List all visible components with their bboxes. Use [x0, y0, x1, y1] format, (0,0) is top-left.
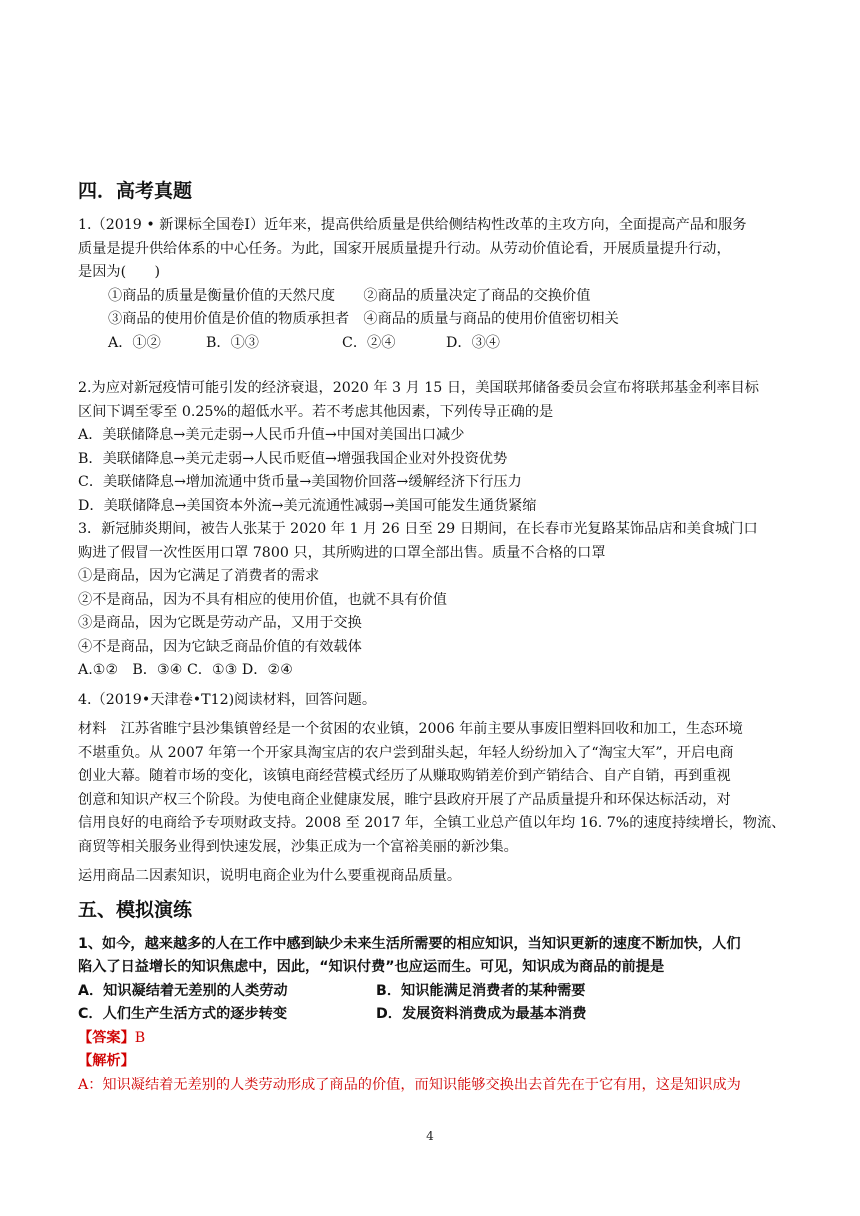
question-text-line: 陷入了日益增长的知识焦虑中，因此，“知识付费”也应运而生。可见，知识成为商品的前提是 — [78, 959, 665, 975]
option-b: B．①③ — [206, 334, 259, 351]
option-a: A．①② — [108, 334, 161, 351]
practice-question-1 — [78, 933, 786, 1098]
material-line: 信用良好的电商给予专项财政支持。2008 至 2017 年，全镇工业总产值以年均 16. 7%的速度持续增长，物流、 — [78, 815, 786, 831]
answer-line — [78, 1027, 786, 1051]
statement-line: ①是商品，因为它满足了消费者的需求 — [78, 568, 320, 584]
option-b: B．美联储降息→美元走弱→人民币贬值→增强我国企业对外投资优势 — [78, 450, 508, 467]
material-line: 商贸等相关服务业得到快速发展，沙集正成为一个富裕美丽的新沙集。 — [78, 838, 518, 855]
material-line: 创意和知识产权三个阶段。为使电商企业健康发展，睢宁县政府开展了产品质量提升和环保达标活动，对 — [78, 791, 731, 808]
material-line: 不堪重负。从 2007 年第一个开家具淘宝店的农户尝到甜头起，年轻人纷纷加入了“淘宝大军”，开启电商 — [78, 744, 734, 761]
analysis-label: 【解析】 — [78, 1053, 135, 1069]
question-1 — [78, 214, 786, 355]
question-2 — [78, 377, 786, 518]
option-c: C．人们生产生活方式的逐步转变 — [78, 1006, 288, 1022]
statement-line: ③商品的使用价值是价值的物质承担者 ④商品的质量与商品的使用价值密切相关 — [108, 311, 619, 327]
options-row — [78, 332, 786, 356]
section-title-practice: 五、模拟演练 — [78, 898, 193, 921]
option-c: C．②④ — [342, 334, 396, 351]
options-row — [78, 980, 786, 1004]
section-title-gaokao: 四．高考真题 — [78, 180, 193, 202]
question-prompt: 运用商品二因素知识，说明电商企业为什么要重视商品质量。 — [78, 868, 462, 884]
option-d: D．发展资料消费成为最基本消费 — [376, 1006, 587, 1022]
statement-line: ④不是商品，因为它缺乏商品价值的有效载体 — [78, 638, 362, 655]
option-a: A．美联储降息→美元走弱→人民币升值→中国对美国出口减少 — [78, 427, 465, 443]
material-line: 创业大幕。随着市场的变化，该镇电商经营模式经历了从赚取购销差价到产销结合、自产自销，再到重视 — [78, 768, 731, 784]
question-4 — [78, 689, 786, 889]
statement-line: ①商品的质量是衡量价值的天然尺度 ②商品的质量决定了商品的交换价值 — [108, 287, 591, 304]
options-row: A.①② B．③④ C．①③ D．②④ — [78, 662, 293, 678]
question-text-line: 质量是提升供给体系的中心任务。为此，国家开展质量提升行动。从劳动价值论看，开展质量提升行动， — [78, 240, 731, 257]
question-text-line: 区间下调至零至 0.25%的超低水平。若不考虑其他因素，下列传导正确的是 — [78, 403, 554, 420]
material-line: 材料 江苏省睢宁县沙集镇曾经是一个贫困的农业镇，2006 年前主要从事废旧塑料回收和加工，生态环境 — [78, 721, 743, 737]
question-text-line: 3．新冠肺炎期间，被告人张某于 2020 年 1 月 26 日至 29 日期间，在长春市光复路某饰品店和美食城门口 — [78, 521, 758, 537]
options-row — [78, 1003, 786, 1027]
page-number: 4 — [426, 1129, 434, 1143]
question-text-line: 是因为( ) — [78, 264, 161, 280]
question-text-line: 1.（2019 • 新课标全国卷Ⅰ）近年来，提高供给质量是供给侧结构性改革的主攻方向，全面提高产品和服务 — [78, 217, 747, 233]
analysis-text: A：知识凝结着无差别的人类劳动形成了商品的价值，而知识能够交换出去首先在于它有用，这是知识成为 — [78, 1076, 741, 1093]
question-title: 4.（2019•天津卷•T12)阅读材料，回答问题。 — [78, 691, 377, 708]
option-d: D．美联储降息→美国资本外流→美元流通性减弱→美国可能发生通货紧缩 — [78, 497, 537, 514]
answer-value: B — [134, 1029, 146, 1046]
page-content — [78, 176, 786, 1097]
statement-line: ②不是商品，因为不具有相应的使用价值，也就不具有价值 — [78, 591, 447, 608]
option-c: C．美联储降息→增加流通中货币量→美国物价回落→缓解经济下行压力 — [78, 474, 522, 490]
question-text-line: 购进了假冒一次性医用口罩 7800 只，其所购进的口罩全部出售。质量不合格的口罩 — [78, 544, 606, 561]
answer-label: 【答案】 — [78, 1029, 135, 1046]
question-text-line: 1、如今，越来越多的人在工作中感到缺少未来生活所需要的相应知识，当知识更新的速度不断加快，人们 — [78, 935, 741, 952]
question-3 — [78, 518, 786, 683]
question-text-line: 2.为应对新冠疫情可能引发的经济衰退，2020 年 3 月 15 日，美国联邦储备委员会宣布将联邦基金利率目标 — [78, 380, 759, 396]
option-d: D．③④ — [446, 334, 500, 351]
option-a: A．知识凝结着无差别的人类劳动 — [78, 982, 288, 999]
option-b: B．知识能满足消费者的某种需要 — [376, 982, 586, 999]
statement-line: ③是商品，因为它既是劳动产品，又用于交换 — [78, 615, 362, 631]
